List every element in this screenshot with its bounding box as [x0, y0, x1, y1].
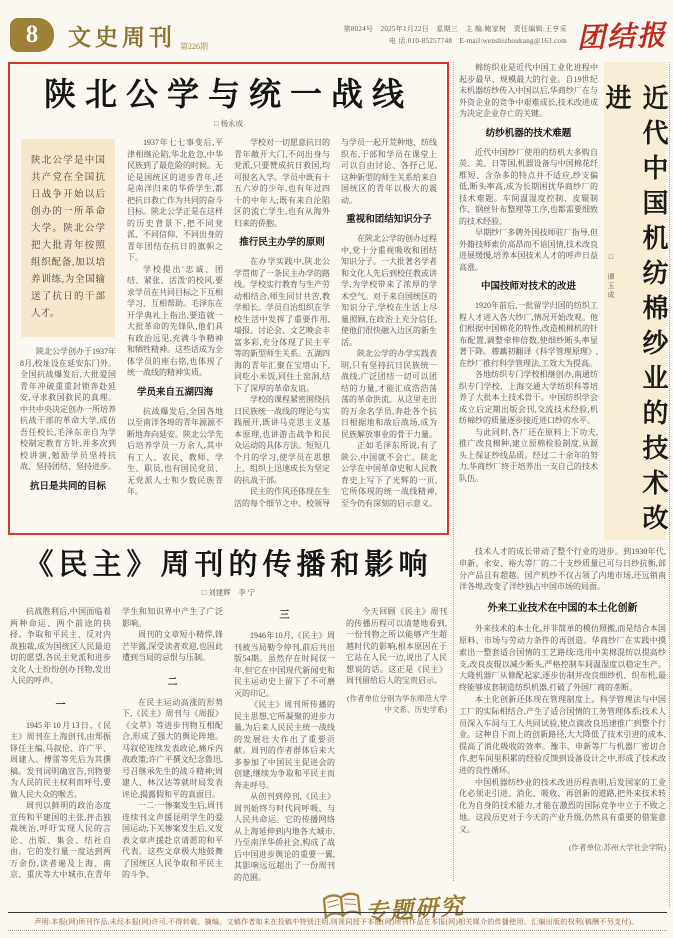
feature-article-box — [8, 62, 449, 535]
publication-info-line1: 第8024号 2025年1月22日 星期三 主 编:鲍家树 责任编辑:王亨采 — [343, 25, 567, 33]
section-number-heading: 一 — [55, 699, 66, 711]
section-heading: 中国技师对技术的改进 — [480, 282, 576, 292]
footer-rule — [8, 912, 667, 913]
author-note: (作者单位:苏州大学社会学院) — [568, 842, 666, 852]
article-paragraph: 学校提出'忠诚、团结、紧张、活泼'的校风,要求学员在共同目标之下互相学习、互相帮助。毛泽东在开学典礼上指出,要造就一大批革命的先锋队,他们具有政治远见,充满斗争精神和牺牲精神。这些话成为全体学员的座右铭,也体现了统一战线的精神实质。 — [127, 264, 223, 377]
article-paragraph: 今天回顾《民主》周刊的传播历程可以清楚地看到,一份刊物之所以能够产生超越时代的影响,根本原因在于它站在人民一边,说出了人民想说的话。这正是《民主》周刊留给后人的宝贵启示。 — [346, 607, 447, 685]
author-note: (作者单位分别为华东师范大学中文系、历史学系) — [347, 693, 447, 714]
article3-vertical-headline: 近代中国机纺棉纱业的技术改进 — [602, 84, 668, 539]
second-article-box — [8, 540, 449, 906]
article-paragraph: 1945年10月13日,《民主》周刊在上海创刊,由郑振铎任主编,马叙伦、许广平、周建人、傅雷等先后为其撰稿。发刊词明确宣告,刊物要为人民的民主权利而呼号,要做人民大众的喉舌。 — [10, 720, 111, 799]
article-paragraph: 1920年前后,一批留学归国的纺织工程人才进入各大纱厂,情况开始改观。他们根据中国棉花的特性,改造梳棉机的针布配置,调整牵伸倍数,使细纱断头率显著下降。穆藕初翻译《科学管理原理》,在纱厂推行科学管理法,工效大为提高。 — [459, 301, 598, 368]
article-paragraph: 在办学实践中,陕北公学贯彻了一条民主办学的路线。学校实行教育与生产劳动相结合,师生同甘共苦,教学相长。学员自治组织在学校生活中发挥了重要作用,墙报、讨论会、文艺晚会丰富多彩,充分体现了民主平等的新型师生关系。五湖四海的青年汇聚在宝塔山下,同吃小米饭,同住土窑洞,结下了深厚的革命友谊。 — [234, 257, 330, 393]
article-paragraph: 早期纱厂多聘外国技师驻厂指导,但外籍技师索价高昂而不谙国情,技术改良进展缓慢,培养本国技术人才的呼声日益高涨。 — [459, 228, 598, 272]
footer-declaration: 声明:本报(网)所刊作品,未经本报(网)许可,不得转载、摘编。文稿作者如未在投稿中特别注明,则视同授予本报(网)所刊作品在本报(网)相关媒介的传播使用、汇编出版的权利(稿酬不另支付)。 — [34, 918, 639, 926]
article-paragraph: 抗战爆发后,全国各地以至南洋各埠的青年源源不断地奔向延安。陕北公学先后培养学员一万余人,其中有工人、农民、教师、学生、职员,也有国民党员、无党派人士和少数民族青年。 — [127, 406, 223, 496]
article-paragraph: 1937年七七事变后,平津相继沦陷,华北危急,中华民族到了最危险的时候。无论是国统区的进步青年,还是南洋归来的华侨学生,都把抗日救亡作为共同的奋斗目标。陕北公学正是在这样的历史背景下,把不同党派、不同信仰、不同出身的青年团结在抗日的旗帜之下。 — [127, 138, 223, 262]
article-paragraph: 陕北公学的办学实践表明,只有坚持抗日民族统一战线,广泛团结一切可以团结的力量,才能汇成浩浩荡荡的革命洪流。从这里走出的万余名学员,奔赴各个抗日根据地和敌后战场,成为民族解放事业的骨干力量。 — [341, 349, 437, 439]
article-paragraph: 在陕北公学的创办过程中,党十分重视吸收和团结知识分子。一大批著名学者和文化人先后到校任教或讲学,为学校带来了浓厚的学术空气。对于来自国统区的知识分子,学校在生活上尽量照顾,在政治上充分信任,使他们很快融入边区的新生活。 — [341, 234, 437, 347]
publication-info-line2: 电 话:010-85257748 E-mail:wenshizhoukang@163.com — [388, 37, 567, 45]
issue-number: 第226期 — [180, 42, 208, 51]
article-paragraph: 在民主运动高涨的形势下,《民主》周刊与《周报》《文萃》等进步刊物互相配合,形成了强大的舆论阵地。马叙伦连续发表政论,痛斥内战政策;许广平撰文纪念鲁迅,号召继承先生的战斗精神;周建人、林汉达等就时局发表评论,揭露假和平的真面目。 — [122, 697, 223, 799]
right-article — [459, 62, 666, 907]
article-paragraph: 与此同时,各厂还在原料上下功夫,推广改良棉种,建立原棉检验制度,从源头上保证纱线品质。经过二十余年的努力,华商纱厂终于培养出一支自己的技术队伍。 — [459, 427, 598, 483]
page-number: 8 — [25, 21, 39, 48]
article3-title-strip — [604, 62, 666, 540]
section-heading: 学员来自五湖四海 — [136, 387, 213, 398]
article-paragraph: 从创刊到停刊,《民主》周刊始终与时代同呼吸、与人民共命运。它的传播网络从上海延伸到内地各大城市,乃至南洋华侨社会,构成了战后中国进步舆论的重要一翼,其影响远远超出了一份周刊的范围。 — [234, 792, 335, 882]
masthead-logo: 团结报 — [576, 18, 668, 55]
section-title: 文史周刊 — [68, 24, 176, 50]
article-paragraph: 中国机器纺纱业的技术改进历程表明,后发国家的工业化必须走引进、消化、吸收、再创新的道路,把外来技术转化为自身的技术能力,才能在激烈的国际竞争中立于不败之地。这段历史对于今天的产业升级,仍然具有重要的借鉴意义。 — [459, 777, 666, 834]
article1-byline: □ 杨永成 — [214, 119, 243, 128]
article2-byline: □ 刘建辉 李 宁 — [201, 588, 256, 597]
section-heading: 抗日是共同的目标 — [29, 481, 106, 492]
article-paragraph: 近代中国纱厂使用的纺机大多购自英、美、日等国,机器设备与中国棉花纤维短、含杂多的特点并不适应,纱支偏低,断头率高,成为长期困扰华商纱厂的技术难题。车间温湿度控制、皮辊制作、钢丝针布整理等工序,也都需要细致的技术经验。 — [459, 147, 598, 226]
section-heading: 重视和团结知识分子 — [346, 215, 432, 225]
publication-info — [343, 23, 567, 47]
footer-dotted-line — [8, 930, 667, 931]
article-paragraph: 民主的作风还体现在生活的每个细节之中。校领导与学员一起开荒种地、纺线织布,干部和学员在课堂上可以自由讨论、各抒己见,这种新型的师生关系给来自国统区的青年以极大的震动。 — [234, 138, 437, 508]
article3-body-column — [459, 62, 598, 540]
article-paragraph: 技术人才的成长带动了整个行业的进步。到1930年代,申新、永安、裕大等厂的二十支纱质量已可与日纱抗衡,部分产品且有超越。国产机纱不仅占领了内地市场,还远销南洋各埠,改变了洋纱独占中国市场的局面。 — [459, 547, 666, 592]
section-heading: 纺纱机器的技术难题 — [485, 128, 572, 139]
article-paragraph: 各地纺织专门学校相继创办,南通纺织专门学校、上海交通大学纺织科等培养了大批本土技术骨干。中国纺织学会成立后定期出版会刊,交流技术经验,机纺棉纱的质量逐步接近进口纱的水平。 — [459, 370, 598, 425]
article2-headline: 《民主》周刊的传播和影响 — [24, 549, 433, 581]
article-paragraph: 学校的课程紧密围绕抗日民族统一战线的理论与实践展开,既讲马克思主义基本原理,也讲游击战争和民众运动的具体方法。短短几个月的学习,使学员在思想上、组织上迅速成长为坚定的抗战干部。 — [234, 395, 330, 485]
article3-byline: □ 谭玉成 — [607, 253, 615, 301]
section-heading: 推行民主办学的原则 — [239, 238, 325, 248]
article-paragraph: 外来技术的本土化,并非简单的模仿照搬,而是结合本国原料、市场与劳动力条件的再创造。华商纱厂在实践中摸索出一整套适合国情的工艺路线:选用中美棉混纺以提高纱支,改良皮辊以减少断头,严格控制车间温湿度以稳定生产。大隆机器厂从修配起家,逐步仿制并改良细纱机、织布机,最终能够成套制造纺织机器,打破了外国厂商的垄断。 — [459, 624, 666, 693]
article1-headline: 陕北公学与统一战线 — [43, 76, 413, 112]
article-paragraph: 周刊以鲜明的政治态度宣传和平建国的主张,抨击独裁统治,呼吁实现人民的言论、出版、集会、结社自由。它的发行量一度达到两万余份,读者遍及上海、南京、重庆等大中城市,在青年学生和知识界中产生了广泛影响。 — [10, 607, 223, 879]
right-article-upper — [459, 62, 666, 540]
article-paragraph: 本土化创新还体现在管理制度上。科学管理法与中国工厂的实际相结合,产生了适合国情的工务管理体系;技术人员深入车间与工人共同试验,使点滴改良迅速推广到整个行业。这种自下而上的创新路径,大大降低了技术引进的成本,提高了消化吸收的效率。豫丰、申新等厂与机器厂密切合作,把车间里积累的经验反馈到设备设计之中,形成了技术改进的良性循环。 — [459, 694, 666, 775]
section-heading-wide: 外来工业技术在中国的本土化创新 — [487, 603, 638, 615]
article-paragraph: 正如毛泽东所说,有了陕公,中国就不会亡。陕北公学在中国革命史和人民教育史上写下了光辉的一页,它所体现的统一战线精神,至今仍有深刻的启示意义。 — [341, 441, 437, 508]
article-paragraph: 周刊的文章短小精悍,锋芒毕露,深受读者欢迎,也因此遭到当局的忌恨与压制。 — [122, 630, 223, 662]
article-paragraph: 棉纺织业是近代中国工业化进程中起步最早、规模最大的行业。自19世纪末机器纺纱传入中国以后,华商纱厂在与外资企业的竞争中艰难成长,技术改进成为决定企业存亡的关键。 — [459, 63, 598, 118]
article-paragraph: 抗战胜利后,中国面临着两种命运、两个前途的抉择。争取和平民主、反对内战独裁,成为国统区人民最迫切的愿望,各民主党派和进步文化人士纷纷创办刊物,发出人民的呼声。 — [10, 607, 111, 685]
column-separator-dotted — [453, 62, 454, 907]
page-number-badge — [10, 18, 54, 52]
article-paragraph: 1946年10月,《民主》周刊被当局勒令停刊,前后共出版54期。虽然存在时间仅一年,但它在中国现代新闻史和民主运动史上留下了不可磨灭的印记。 — [234, 631, 335, 698]
article2-body — [10, 606, 447, 900]
article-intro-box: 陕北公学是中国共产党在全国抗日战争开始以后创办的一所革命大学。陕北公学把大批青年按照组织配备,加以培养训练,为全国输送了抗日的干部人才。 — [21, 139, 115, 337]
section-number-heading: 二 — [167, 676, 178, 688]
article-paragraph: 学校对一切愿意抗日的青年敞开大门,不问出身与党派,只要赞成抗日救国,均可报名入学。学员中既有十五六岁的少年,也有年过四十的中年人;既有来自沦陷区的流亡学生,也有从海外归来的侨胞。 — [234, 138, 330, 228]
page-header — [10, 12, 667, 58]
article-paragraph: 《民主》周刊所传播的民主思想,它所凝聚的进步力量,为后来人民民主统一战线的发展壮大作出了重要贡献。周刊的作者群体后来大多参加了中国民主促进会的创建,继续为争取和平民主而奔走呼号。 — [234, 700, 335, 790]
article-paragraph: 一二·一惨案发生后,周刊连续刊文声援昆明学生的爱国运动;下关惨案发生后,又发表文章声援赴京请愿的和平代表。这些文章极大地鼓舞了国统区人民争取和平民主的斗争。 — [122, 801, 223, 879]
topic-stamp-label: 专题研究 — [364, 892, 466, 926]
article1-body — [20, 137, 437, 515]
article-paragraph: 陕北公学创办于1937年8月,校址设在延安东门外。全国抗战爆发后,大批爱国青年冲破重重封锁奔赴延安,寻求救国救民的真理。中共中央决定创办一所培养抗战干部的革命大学,成仿吾任校长,毛泽东亲自为学校制定教育方针,并多次到校讲演,勉励学员坚持抗战、坚持团结、坚持进步。 — [20, 347, 116, 471]
section-number-heading: 三 — [279, 610, 290, 621]
article3-body-wide — [459, 546, 666, 904]
